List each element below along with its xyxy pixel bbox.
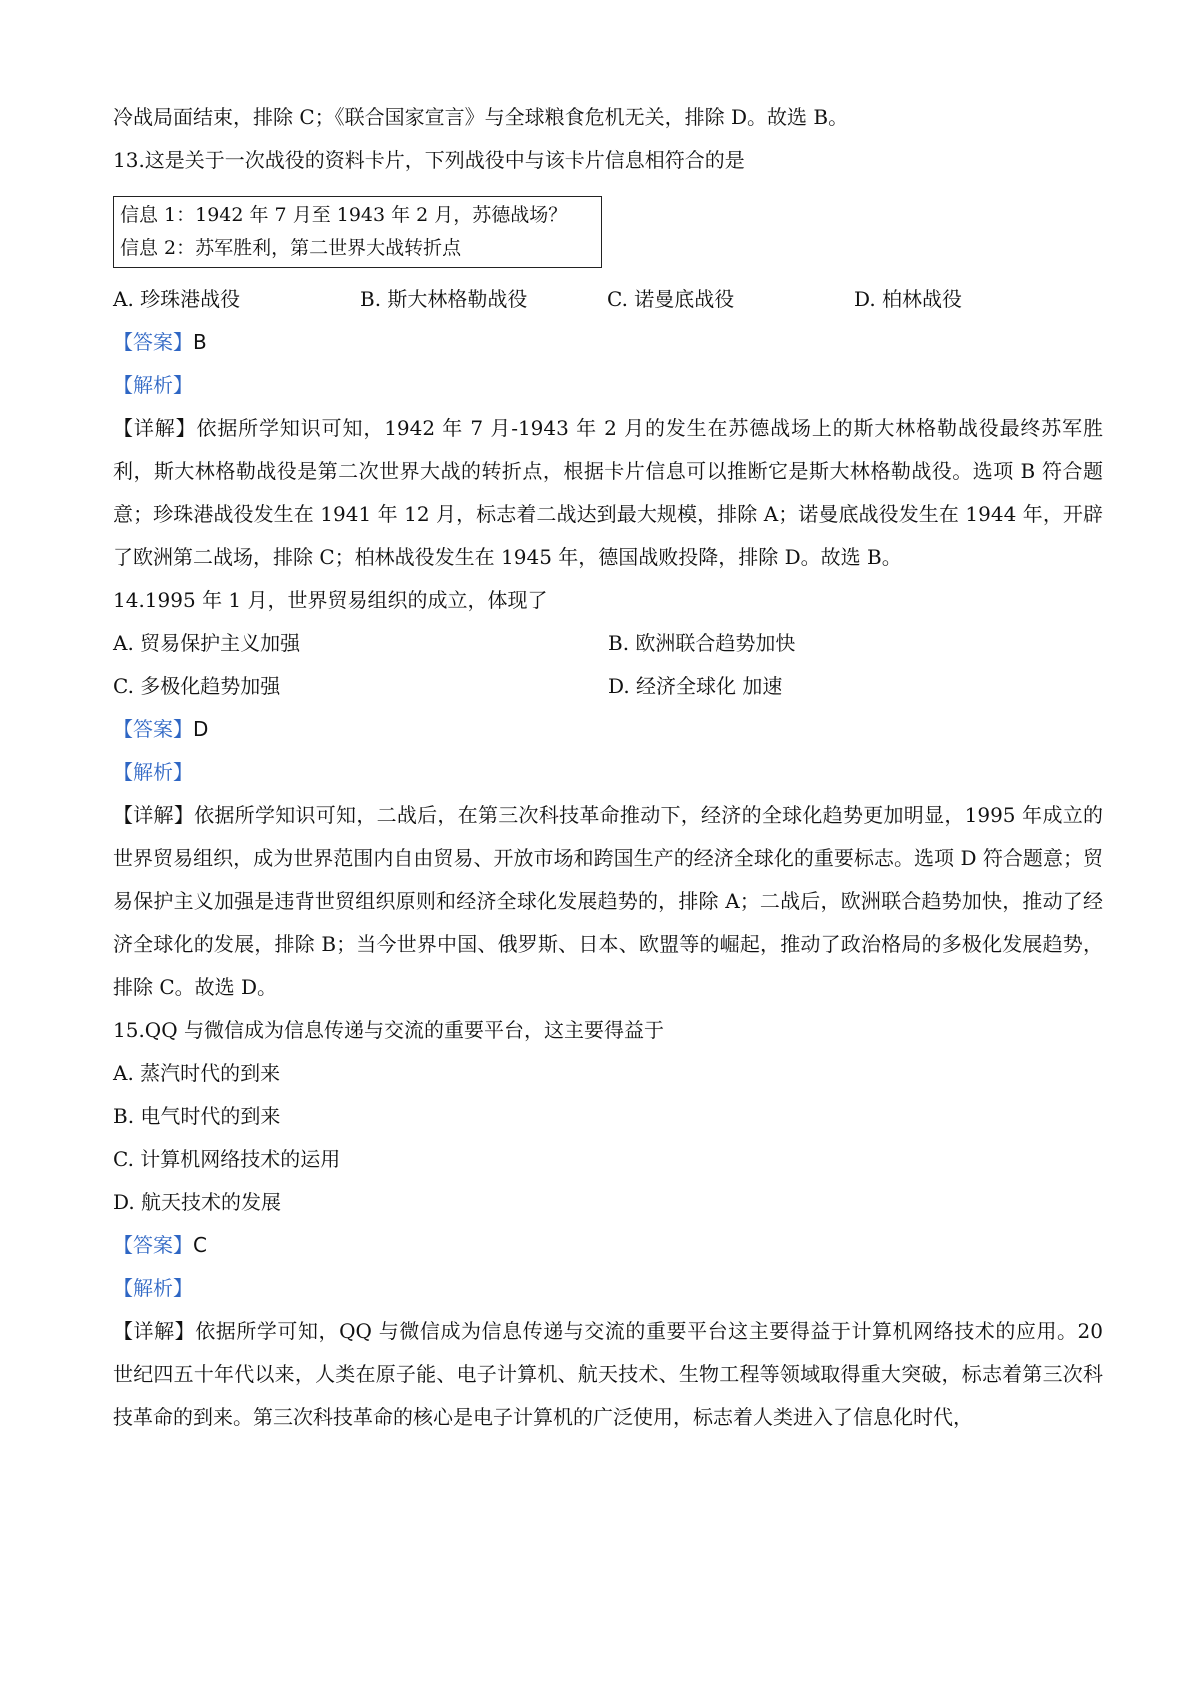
option-a: A. 蒸汽时代的到来 [113, 1061, 281, 1085]
question-14-options-row-1 [113, 622, 1103, 665]
option-b: B. 电气时代的到来 [113, 1104, 281, 1128]
answer-tag: 【答案】 [113, 717, 193, 741]
question-13-detail [113, 407, 1103, 579]
option-b: B. 斯大林格勒战役 [360, 287, 528, 311]
option-c: C. 多极化趋势加强 [113, 674, 281, 698]
detail-text: 依据所学知识可知，1942 年 7 月-1943 年 2 月的发生在苏德战场上的斯大林格勒战役最终苏军胜利，斯大林格勒战役是第二次世界大战的转折点，根据卡片信息可以推断它是斯大林格勒战役。选项 B 符合题意；珍珠港战役发生在 1941 年 12 月，标志着二战达到最大规模，排除 A；诺曼底战役发生在 1944 年，开辟了欧洲第二战场，排除 C；柏林战役发生在 1945 年，德国战败投降，排除 D。故选 B。 [113, 416, 1104, 569]
analysis-tag: 【解析】 [113, 1276, 193, 1300]
question-15-detail [113, 1310, 1103, 1439]
answer-tag: 【答案】 [113, 1233, 193, 1257]
detail-text: 依据所学知识可知，二战后，在第三次科技革命推动下，经济的全球化趋势更加明显，1995 年成立的世界贸易组织，成为世界范围内自由贸易、开放市场和跨国生产的经济全球化的重要标志。选项 D 符合题意；贸易保护主义加强是违背世贸组织原则和经济全球化发展趋势的，排除 A；二战后，欧洲联合趋势加快，推动了经济全球化的发展，排除 B；当今世界中国、俄罗斯、日本、欧盟等的崛起，推动了政治格局的多极化发展趋势，排除 C。故选 D。 [113, 803, 1103, 999]
option-a: A. 贸易保护主义加强 [113, 631, 301, 655]
detail-text: 依据所学可知，QQ 与微信成为信息传递与交流的重要平台这主要得益于计算机网络技术的应用。20 世纪四五十年代以来，人类在原子能、电子计算机、航天技术、生物工程等领域取得重大突破，标志着第三次科技革命的到来。第三次科技革命的核心是电子计算机的广泛使用，标志着人类进入了信息化时代， [113, 1319, 1104, 1429]
option-d: D. 航天技术的发展 [113, 1190, 282, 1214]
question-13-analysis [113, 364, 1103, 407]
option-c: C. 计算机网络技术的运用 [113, 1147, 341, 1171]
info-card-line-2: 信息 2：苏军胜利，第二世界大战转折点 [120, 237, 462, 259]
detail-tag: 【详解】 [113, 416, 197, 440]
option-b: B. 欧洲联合趋势加快 [608, 631, 796, 655]
question-15-analysis [113, 1267, 1103, 1310]
document-page [113, 96, 1103, 1439]
question-14-stem: 14.1995 年 1 月，世界贸易组织的成立，体现了 [113, 588, 548, 612]
option-a: A. 珍珠港战役 [113, 287, 241, 311]
answer-tag: 【答案】 [113, 330, 193, 354]
answer-value: C [193, 1233, 207, 1257]
analysis-tag: 【解析】 [113, 760, 193, 784]
option-c: C. 诺曼底战役 [607, 287, 735, 311]
info-card-line-1: 信息 1：1942 年 7 月至 1943 年 2 月，苏德战场？ [120, 204, 568, 226]
question-13-options [113, 278, 1103, 321]
answer-value: D [193, 717, 209, 741]
option-d: D. 经济全球化 加速 [608, 674, 783, 698]
question-14-answer [113, 708, 1103, 751]
detail-tag: 【详解】 [113, 803, 195, 827]
detail-tag: 【详解】 [113, 1319, 196, 1343]
question-15-answer [113, 1224, 1103, 1267]
answer-value: B [193, 330, 207, 354]
carryover-text: 冷战局面结束，排除 C；《联合国家宣言》与全球粮食危机无关，排除 D。故选 B。 [113, 105, 849, 129]
question-14-options-row-2 [113, 665, 1103, 708]
question-13-stem: 13.这是关于一次战役的资料卡片，下列战役中与该卡片信息相符合的是 [113, 148, 745, 172]
question-13-answer [113, 321, 1103, 364]
question-14-detail [113, 794, 1103, 1009]
question-15-stem: 15.QQ 与微信成为信息传递与交流的重要平台，这主要得益于 [113, 1018, 664, 1042]
question-14-analysis [113, 751, 1103, 794]
info-card [113, 196, 602, 268]
option-d: D. 柏林战役 [854, 287, 963, 311]
analysis-tag: 【解析】 [113, 373, 193, 397]
